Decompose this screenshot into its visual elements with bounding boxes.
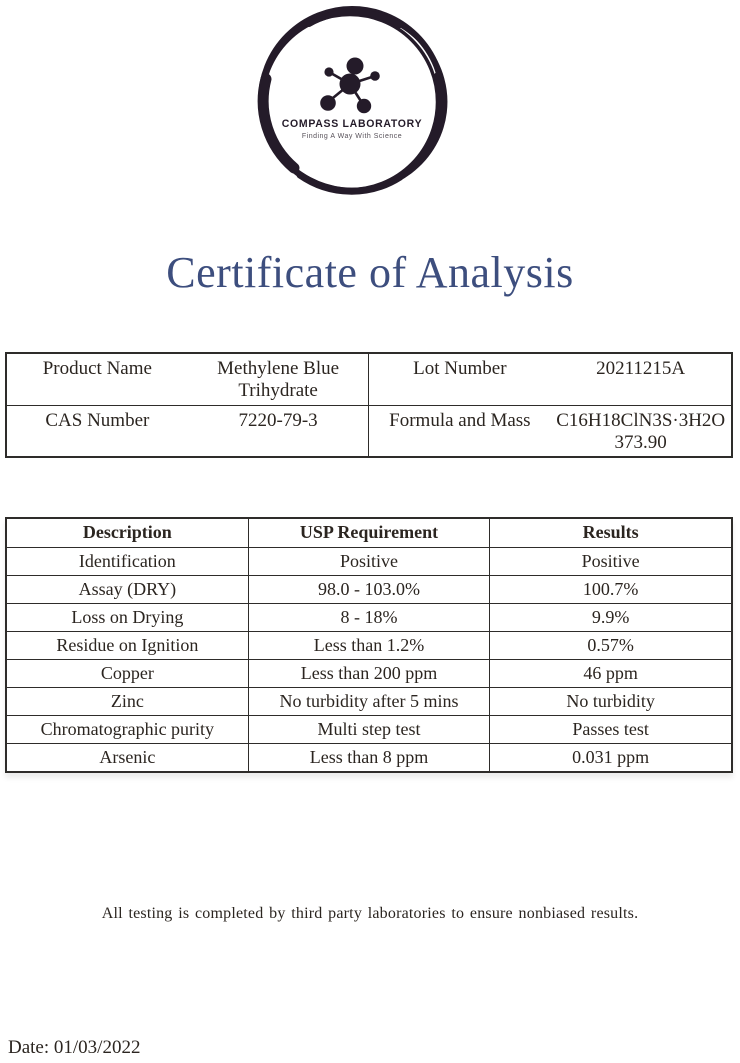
table-row (6, 716, 732, 744)
info-label-formula-mass: Formula and Mass (369, 405, 550, 457)
result-value: 100.7% (490, 576, 732, 604)
result-requirement: Positive (248, 548, 490, 576)
col-header-usp-requirement: USP Requirement (248, 518, 490, 548)
result-value: Positive (490, 548, 732, 576)
info-value-formula-mass: C16H18ClN3S·3H2O 373.90 (556, 409, 726, 453)
result-description: Zinc (6, 688, 248, 716)
table-row (6, 660, 732, 688)
result-value: 0.031 ppm (490, 744, 732, 773)
table-row (6, 353, 732, 405)
result-value: 46 ppm (490, 660, 732, 688)
col-header-results: Results (490, 518, 732, 548)
result-description: Identification (6, 548, 248, 576)
result-requirement: Less than 200 ppm (248, 660, 490, 688)
info-label-lot-number: Lot Number (369, 353, 550, 405)
info-label-product-name: Product Name (6, 353, 188, 405)
result-description: Chromatographic purity (6, 716, 248, 744)
result-description: Arsenic (6, 744, 248, 773)
table-row (6, 688, 732, 716)
result-value: Passes test (490, 716, 732, 744)
result-description: Copper (6, 660, 248, 688)
table-row (6, 744, 732, 773)
result-value: 0.57% (490, 632, 732, 660)
results-table (5, 517, 733, 773)
date-line: Date: 01/03/2022 (8, 1037, 141, 1058)
info-value-product-name: Methylene Blue Trihydrate (188, 353, 369, 405)
result-requirement: Less than 8 ppm (248, 744, 490, 773)
logo-ring-and-molecule-icon (252, 3, 452, 203)
result-requirement: Multi step test (248, 716, 490, 744)
table-row (6, 405, 732, 457)
result-description: Loss on Drying (6, 604, 248, 632)
result-description: Residue on Ignition (6, 632, 248, 660)
result-requirement: No turbidity after 5 mins (248, 688, 490, 716)
col-header-description: Description (6, 518, 248, 548)
table-row (6, 632, 732, 660)
result-requirement: 8 - 18% (248, 604, 490, 632)
testing-note: All testing is completed by third party laboratories to ensure nonbiased results. (101, 905, 639, 922)
result-value: No turbidity (490, 688, 732, 716)
table-row (6, 548, 732, 576)
lab-tagline: Finding A Way With Science (301, 132, 403, 140)
info-value-lot-number: 20211215A (550, 353, 732, 405)
result-value: 9.9% (490, 604, 732, 632)
result-requirement: Less than 1.2% (248, 632, 490, 660)
info-table (5, 352, 733, 458)
table-header-row (6, 518, 732, 548)
result-description: Assay (DRY) (6, 576, 248, 604)
compass-laboratory-logo (252, 3, 452, 203)
lab-name: COMPASS LABORATORY (281, 117, 423, 131)
result-requirement: 98.0 - 103.0% (248, 576, 490, 604)
info-label-cas-number: CAS Number (45, 409, 150, 431)
info-value-cas-number: 7220-79-3 (238, 409, 318, 431)
table-row (6, 576, 732, 604)
page-title: Certificate of Analysis (166, 248, 574, 297)
table-row (6, 604, 732, 632)
